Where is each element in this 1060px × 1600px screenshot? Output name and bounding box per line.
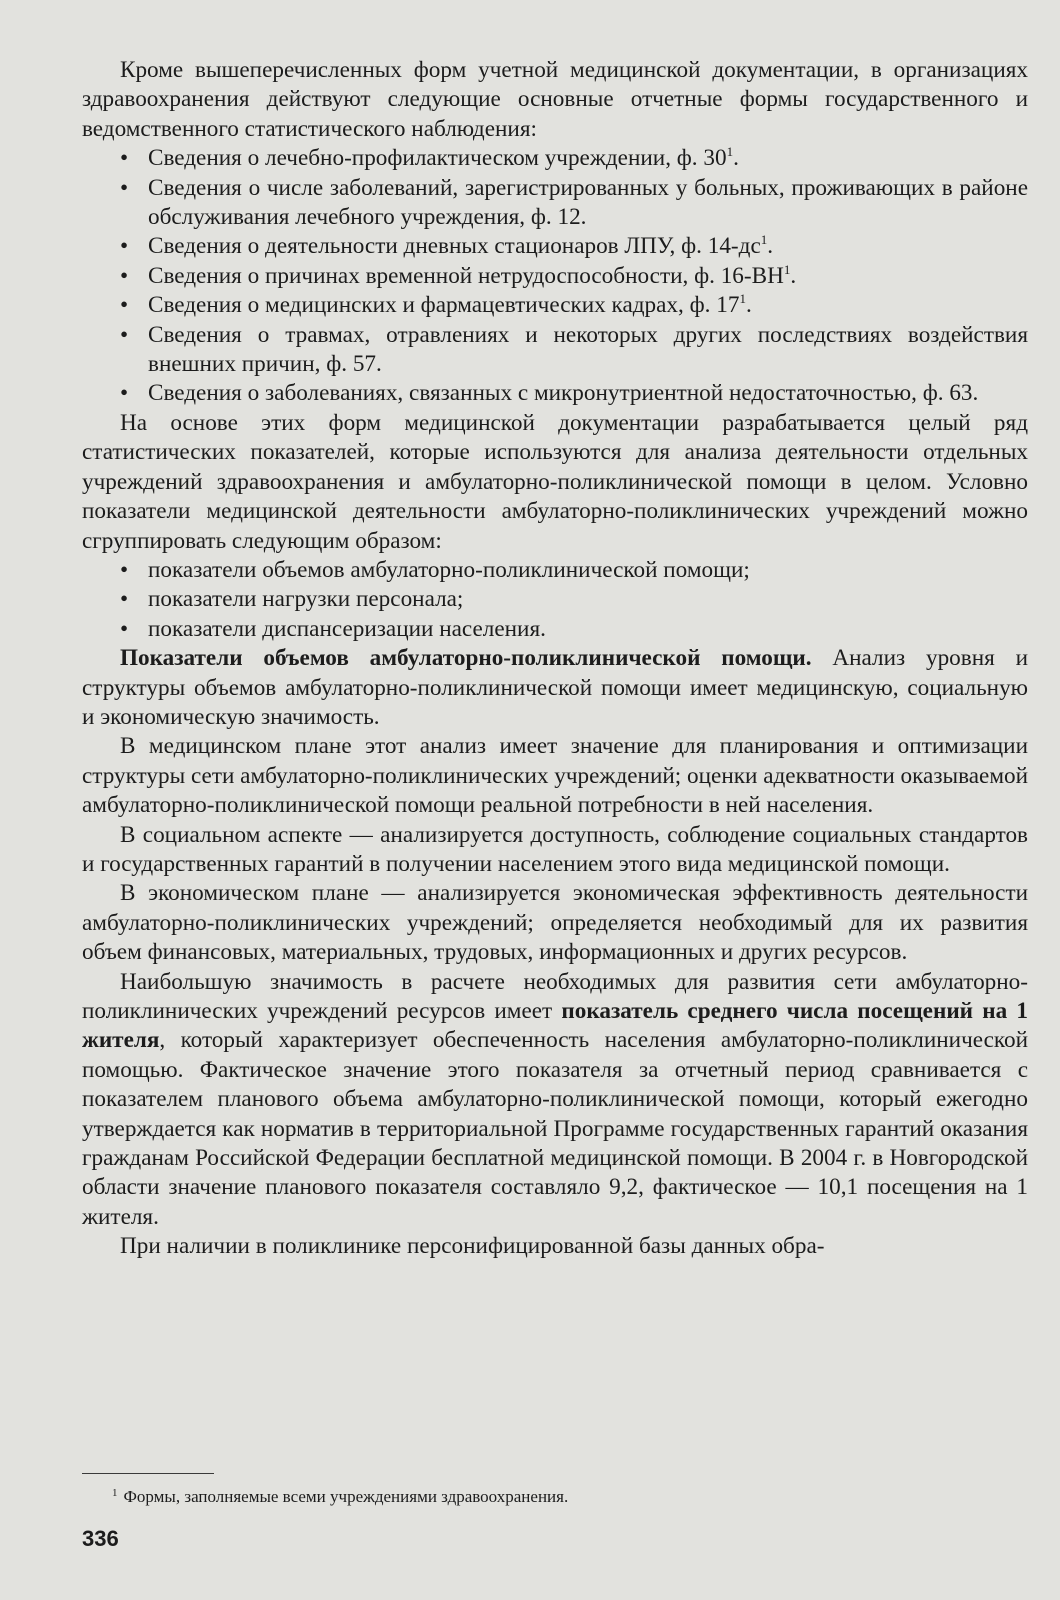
last-paragraph: При наличии в поликлинике персонифицированной базы данных обра- xyxy=(120,1233,825,1260)
list-item: • показатели объемов амбулаторно-поликлинической помощи; xyxy=(82,556,1028,585)
list-item: • показатели диспансеризации населения. xyxy=(82,615,1028,644)
section-heading: Показатели объемов амбулаторно-поликлинической помощи. xyxy=(120,645,812,672)
list-item: • Сведения о деятельности дневных стационаров ЛПУ, ф. $14-дс^1$. xyxy=(82,232,1028,261)
footnote-mark: 1 xyxy=(112,1487,118,1499)
list-item: • Сведения о заболеваниях, связанных с микронутриентной недостаточностью, ф. 63. xyxy=(82,379,1028,408)
footnote-mark: 1 xyxy=(739,291,746,307)
page-number: 336 xyxy=(82,1526,119,1551)
bullet-icon: • xyxy=(120,321,129,348)
list-item: • Сведения о медицинских и фармацевтических кадрах, ф. $17^1$. xyxy=(82,291,1028,320)
bullet-icon: • xyxy=(120,380,129,407)
list-item: • Сведения о причинах временной нетрудоспособности, ф. $16-ВН^1$. xyxy=(82,262,1028,291)
economic-paragraph: В экономическом плане — анализируется экономическая эффективность деятельности амбулаторно-поликлинических учреждений; определяется необходимый для их развития объем финансовых, материальных, трудовых, информационных и других ресурсов. xyxy=(82,880,1028,966)
list-item: • показатели нагрузки персонала; xyxy=(82,585,1028,614)
bullet-icon: • xyxy=(120,262,129,289)
bullet-icon: • xyxy=(120,292,129,319)
bullet-icon: • xyxy=(120,556,129,583)
bullet-icon: • xyxy=(120,586,129,613)
medical-paragraph: В медицинском плане этот анализ имеет значение для планирования и оптимизации структуры сети амбулаторно-поликлинических учреждений; оценки адекватности оказываемой амбулаторно-поликлинической помощи реальной потребности в ней населения. xyxy=(82,733,1028,819)
footnote-mark: 1 xyxy=(726,144,734,160)
bullet-icon: • xyxy=(120,615,129,642)
footnote-mark: 1 xyxy=(760,232,768,248)
list-item: • Сведения о числе заболеваний, зарегистрированных у больных, проживающих в районе обслуживания лечебного учреждения, ф. 12. xyxy=(120,174,1028,231)
list-item: • Сведения о травмах, отравлениях и некоторых других последствиях воздействия внешних причин, ф. 57. xyxy=(120,321,1028,378)
forms-list xyxy=(82,144,1028,409)
section-paragraph: Показатели объемов амбулаторно-поликлинической помощи. Анализ уровня и структуры объемов амбулаторно-поликлинической помощи имеет медицинскую, социальную и экономическую значимость. xyxy=(82,645,1028,730)
bullet-icon: • xyxy=(120,174,129,201)
indicators-paragraph: На основе этих форм медицинской документации разрабатывается целый ряд статистических показателей, которые используются для анализа деятельности отдельных учреждений здравоохранения и амбулаторно-поликлинической помощи в целом. Условно показатели медицинской деятельности амбулаторно-поликлинических учреждений можно сгруппировать следующим образом: xyxy=(82,409,1028,554)
list-item: • Сведения о лечебно-профилактическом учреждении, ф. $30^1$. xyxy=(82,144,1028,173)
indicator-groups-list xyxy=(82,556,1028,644)
bullet-icon: • xyxy=(120,145,129,172)
visits-indicator-term: показатель среднего числа посещений на 1 жителя xyxy=(82,998,1028,1054)
intro-paragraph: Кроме вышеперечисленных форм учетной медицинской документации, в организациях здравоохранения действуют следующие основные отчетные формы государственного и ведомственного статистического наблюдения: xyxy=(82,57,1028,142)
footnote-divider xyxy=(82,1473,214,1474)
footnote xyxy=(112,1486,568,1508)
footnote-text: Формы, заполняемые всеми учреждениями здравоохранения. xyxy=(123,1487,569,1506)
social-paragraph: В социальном аспекте — анализируется доступность, соблюдение социальных стандартов и государственных гарантий в получении населением этого вида медицинской помощи. xyxy=(82,821,1028,877)
visits-paragraph: Наибольшую значимость в расчете необходимых для развития сети амбулаторно-поликлинических учреждений ресурсов имеет показатель среднего числа посещений на 1 жителя, который характеризует обеспеченность населения амбулаторно-поликлинической помощью. Фактическое значение этого показателя за отчетный период сравнивается с показателем планового объема амбулаторно-поликлинической помощи, который ежегодно утверждается как норматив в территориальной Программе государственных гарантий оказания гражданам Российской Федерации бесплатной медицинской помощи. В 2004 г. в Новгородской области значение планового показателя составляло 9,2, фактическое — 10,1 посещения на 1 жителя. xyxy=(82,968,1028,1230)
footnote-mark: 1 xyxy=(783,261,791,277)
bullet-icon: • xyxy=(120,233,129,260)
page-body xyxy=(82,56,1028,1262)
